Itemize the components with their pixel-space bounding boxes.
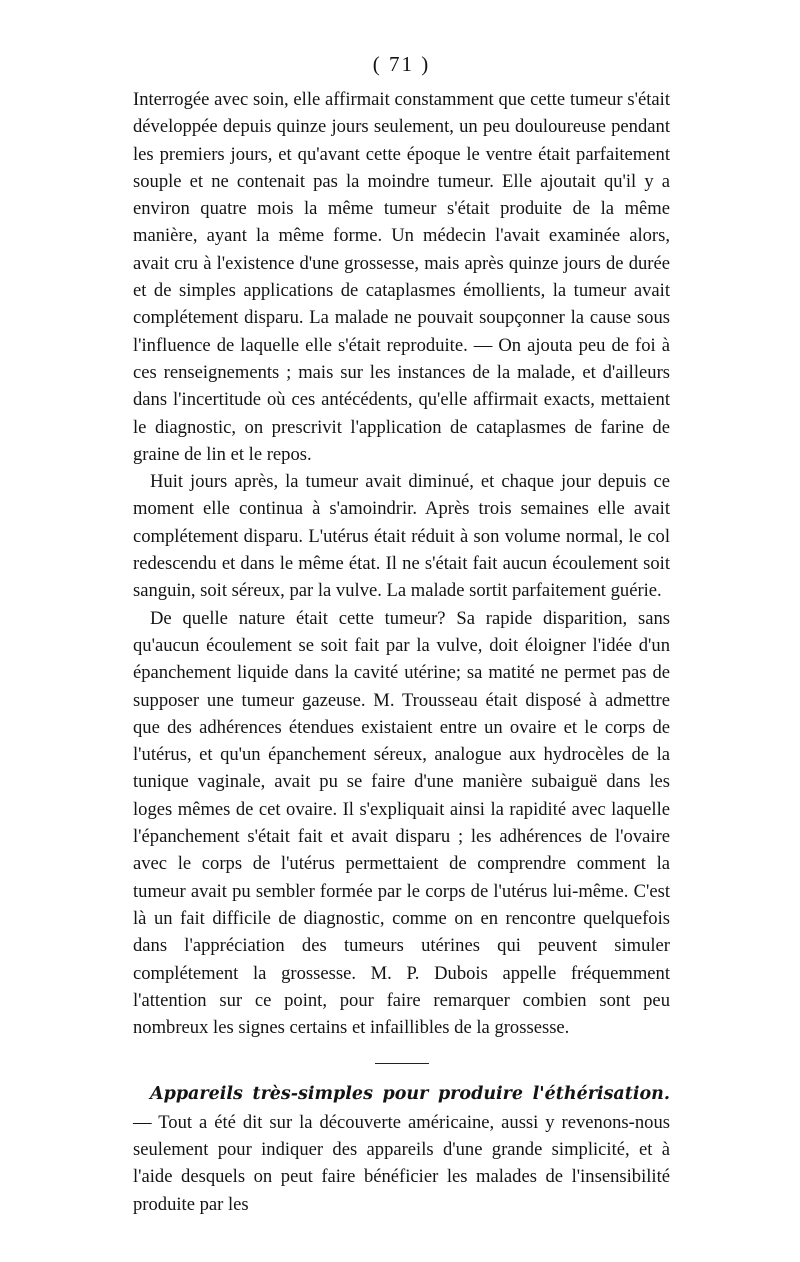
section-text: — Tout a été dit sur la découverte américaine, aussi y revenons-nous seulement pour indiquer des appareils d'une grande simplicité, et à l'aide desquels on peut faire bénéficier les malades de l'insensibilité produite par les: [133, 1111, 670, 1215]
paragraph-etherisation: [133, 1080, 670, 1217]
paragraph-recovery: Huit jours après, la tumeur avait diminué, et chaque jour depuis ce moment elle continua à s'amoindrir. Après trois semaines elle avait complétement disparu. L'utérus était réduit à son volume normal, le col redescendu et dans le même état. Il ne s'était fait aucun écoulement soit sanguin, soit séreux, par la vulve. La malade sortit parfaitement guérie.: [133, 471, 670, 602]
section-title: Appareils très-simples pour produire l'éthérisation.: [150, 1084, 670, 1105]
section-divider: [375, 1063, 429, 1064]
paragraph-patient-history: Interrogée avec soin, elle affirmait constamment que cette tumeur s'était développée depuis quinze jours seulement, un peu douloureuse pendant les premiers jours, et qu'avant cette époque le ventre était parfaitement souple et ne contenait pas la moindre tumeur. Elle ajoutait qu'il y a environ quatre mois la même tumeur s'était produite de la même manière, ayant la même forme. Un médecin l'avait examinée alors, avait cru à l'existence d'une grossesse, mais après quinze jours de durée et de simples applications de cataplasmes émollients, la tumeur avait complétement disparu. La malade ne pouvait soupçonner la cause sous l'influence de laquelle elle s'était reproduite. — On ajouta peu de foi à ces renseignements ; mais sur les instances de la malade, et d'ailleurs dans l'incertitude où ces antécédents, qu'elle affirmait exacts, mettaient le diagnostic, on prescrivit l'application de cataplasmes de farine de graine de lin et le repos.: [133, 89, 670, 465]
book-page: [133, 50, 670, 1218]
paragraph-tumor-nature: De quelle nature était cette tumeur? Sa rapide disparition, sans qu'aucun écoulement se soit fait par la vulve, doit éloigner l'idée d'un épanchement liquide dans la cavité utérine; sa matité ne permet pas de supposer une tumeur gazeuse. M. Trousseau était disposé à admettre que des adhérences étendues existaient entre un ovaire et le corps de l'utérus, et qu'un épanchement séreux, analogue aux hydrocèles de la tunique vaginale, avait pu se faire d'une manière subaiguë dans les loges mêmes de cet ovaire. Il s'expliquait ainsi la rapidité avec laquelle l'épanchement s'était fait et avait disparu ; les adhérences de l'ovaire avec le corps de l'utérus permettaient de comprendre comment la tumeur avait pu sembler formée par le corps de l'utérus lui-même. C'est là un fait difficile de diagnostic, comme on en rencontre quelquefois dans l'appréciation des tumeurs utérines qui peuvent simuler complétement la grossesse. M. P. Dubois appelle fréquemment l'attention sur ce point, pour faire remarquer combien sont peu nombreux les signes certains et infaillibles de la grossesse.: [133, 607, 670, 1039]
page-number: ( 71 ): [372, 52, 431, 76]
